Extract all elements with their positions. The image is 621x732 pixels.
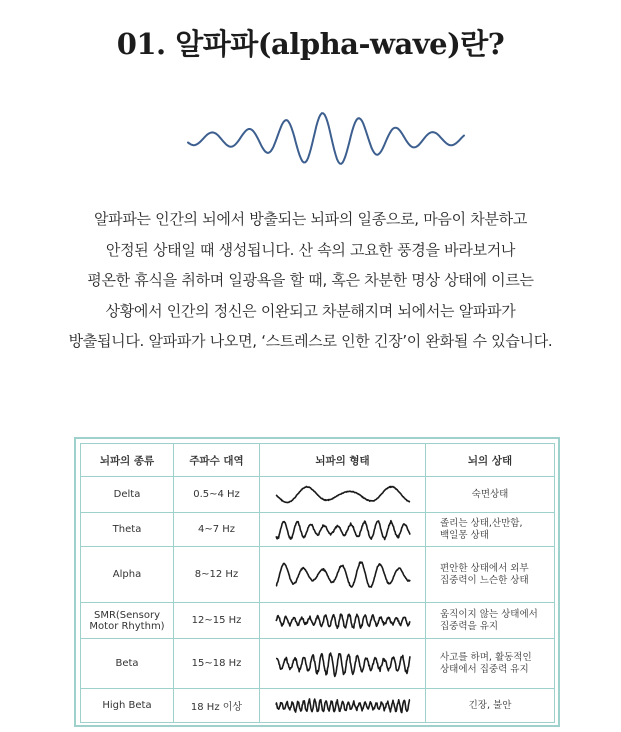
table-row xyxy=(81,513,555,547)
wave-type-cell: Delta xyxy=(81,477,174,513)
brain-state-cell: 긴장, 불안 xyxy=(426,689,555,723)
wave-type-cell: SMR(Sensory Motor Rhythm) xyxy=(81,603,174,639)
table-row xyxy=(81,639,555,689)
waveform-graphic xyxy=(273,479,413,511)
waveform-graphic xyxy=(273,549,413,601)
header-waveform: 뇌파의 형태 xyxy=(260,444,426,477)
header-brain-state: 뇌의 상태 xyxy=(426,444,555,477)
description-line: 안정된 상태일 때 생성됩니다. 산 속의 고요한 풍경을 바라보거나 xyxy=(105,240,516,259)
brain-state-cell: 사고를 하며, 활동적인 상태에서 집중력 유지 xyxy=(426,639,555,689)
brain-state-cell: 움직이지 않는 상태에서 집중력을 유지 xyxy=(426,603,555,639)
description-line: 알파파는 인간의 뇌에서 방출되는 뇌파의 일종으로, 마음이 차분하고 xyxy=(93,210,528,228)
alpha-wave-illustration xyxy=(186,108,466,170)
header-frequency: 주파수 대역 xyxy=(174,444,260,477)
frequency-cell: 18 Hz 이상 xyxy=(174,689,260,723)
table-row xyxy=(81,477,555,513)
waveform-graphic xyxy=(273,691,413,721)
description-line: 평온한 휴식을 취하며 일광욕을 할 때, 혹은 차분한 명상 상태에 이르는 xyxy=(87,271,534,289)
waveform-cell xyxy=(260,513,426,547)
wave-type-cell: Theta xyxy=(81,513,174,547)
table-header-row xyxy=(81,444,555,477)
header-type: 뇌파의 종류 xyxy=(81,444,174,477)
description xyxy=(20,204,601,357)
brain-state-cell: 졸리는 상태,산만함, 백일몽 상태 xyxy=(426,513,555,547)
frequency-cell: 4~7 Hz xyxy=(174,513,260,547)
frequency-cell: 0.5~4 Hz xyxy=(174,477,260,513)
table-row xyxy=(81,603,555,639)
wave-type-cell: High Beta xyxy=(81,689,174,723)
waveform-graphic xyxy=(273,641,413,687)
waveform-cell xyxy=(260,689,426,723)
waveform-cell xyxy=(260,639,426,689)
table-row xyxy=(81,547,555,603)
frequency-cell: 8~12 Hz xyxy=(174,547,260,603)
waveform-cell xyxy=(260,547,426,603)
frequency-cell: 12~15 Hz xyxy=(174,603,260,639)
description-line: 상황에서 인간의 정신은 이완되고 차분해지며 뇌에서는 알파파가 xyxy=(105,301,516,320)
waveform-cell xyxy=(260,477,426,513)
waveform-cell xyxy=(260,603,426,639)
frequency-cell: 15~18 Hz xyxy=(174,639,260,689)
wave-type-cell: Alpha xyxy=(81,547,174,603)
table-row xyxy=(81,689,555,723)
waveform-graphic xyxy=(273,605,413,637)
brain-state-cell: 편안한 상태에서 외부 집중력이 느슨한 상태 xyxy=(426,547,555,603)
page-title: 01. 알파파(alpha-wave)란? xyxy=(116,27,505,61)
wave-type-cell: Beta xyxy=(81,639,174,689)
description-line: 방출됩니다. 알파파가 나오면, ‘스트레스로 인한 긴장’이 완화될 수 있습니다. xyxy=(68,332,553,350)
brainwave-table xyxy=(74,437,560,727)
brain-state-cell: 숙면상태 xyxy=(426,477,555,513)
waveform-graphic xyxy=(273,515,413,545)
